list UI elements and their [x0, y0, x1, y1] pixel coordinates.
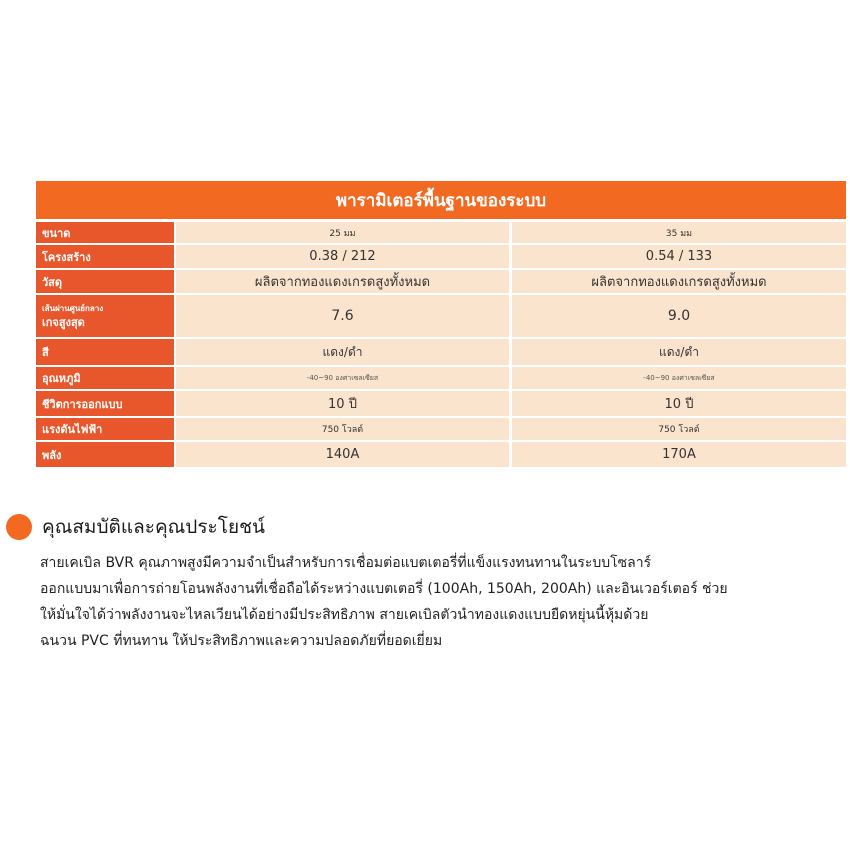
spec-table-title: พารามิเตอร์พื้นฐานของระบบ [36, 181, 846, 222]
row-label [36, 294, 175, 338]
features-header [6, 512, 850, 542]
row-value-35: 170A [511, 441, 847, 468]
row-value-35: แดง/ดำ [511, 338, 847, 366]
row-value-35: 10 ปี [511, 390, 847, 417]
row-value-25: -40~90 องศาเซลเซียส [175, 366, 511, 390]
row-label-line2: เกจสูงสุด [42, 316, 85, 329]
row-value-35: -40~90 องศาเซลเซียส [511, 366, 847, 390]
row-label: ขนาด [36, 222, 175, 244]
table-row [36, 294, 846, 338]
table-row [36, 366, 846, 390]
table-row [36, 441, 846, 468]
row-value-35: ผลิตจากทองแดงเกรดสูงทั้งหมด [511, 269, 847, 294]
orange-dot-icon [6, 514, 32, 540]
table-row [36, 222, 846, 244]
row-label: สี [36, 338, 175, 366]
row-label: วัสดุ [36, 269, 175, 294]
row-value-35: 0.54 / 133 [511, 244, 847, 269]
features-section [0, 512, 850, 654]
row-value-25: แดง/ดำ [175, 338, 511, 366]
row-value-35: 750 โวลต์ [511, 417, 847, 441]
row-value-25: 10 ปี [175, 390, 511, 417]
row-label: ชีวิตการออกแบบ [36, 390, 175, 417]
table-row [36, 338, 846, 366]
row-label: พลัง [36, 441, 175, 468]
row-value-25: 7.6 [175, 294, 511, 338]
row-value-25: 25 มม [175, 222, 511, 244]
row-value-25: 140A [175, 441, 511, 468]
spec-table [36, 222, 846, 469]
row-label: แรงดันไฟฟ้า [36, 417, 175, 441]
row-value-35: 35 มม [511, 222, 847, 244]
table-row [36, 417, 846, 441]
features-title: คุณสมบัติและคุณประโยชน์ [42, 516, 265, 538]
row-label-line1: เส้นผ่านศูนย์กลาง [42, 304, 104, 313]
table-row [36, 269, 846, 294]
table-row [36, 390, 846, 417]
row-value-25: ผลิตจากทองแดงเกรดสูงทั้งหมด [175, 269, 511, 294]
row-label: อุณหภูมิ [36, 366, 175, 390]
row-value-25: 750 โวลต์ [175, 417, 511, 441]
spec-table-card [36, 181, 846, 469]
row-value-25: 0.38 / 212 [175, 244, 511, 269]
table-row [36, 244, 846, 269]
row-value-35: 9.0 [511, 294, 847, 338]
row-label: โครงสร้าง [36, 244, 175, 269]
features-description: สายเคเบิล BVR คุณภาพสูงมีความจำเป็นสำหรับการเชื่อมต่อแบตเตอรี่ที่แข็งแรงทนทานในระบบโซลาร์ ออกแบบมาเพื่อการถ่ายโอนพลังงานที่เชื่อถือได้ระหว่างแบตเตอรี่ (100Ah, 150Ah, 200Ah) และอินเวอร์เตอร์ ช่วย ให้มั่นใจได้ว่าพลังงานจะไหลเวียนได้อย่างมีประสิทธิภาพ สายเคเบิลตัวนำทองแดงแบบยืดหยุ่นนี้หุ้มด้วย ฉนวน PVC ที่ทนทาน ให้ประสิทธิภาพและความปลอดภัยที่ยอดเยี่ยม [40, 555, 728, 649]
